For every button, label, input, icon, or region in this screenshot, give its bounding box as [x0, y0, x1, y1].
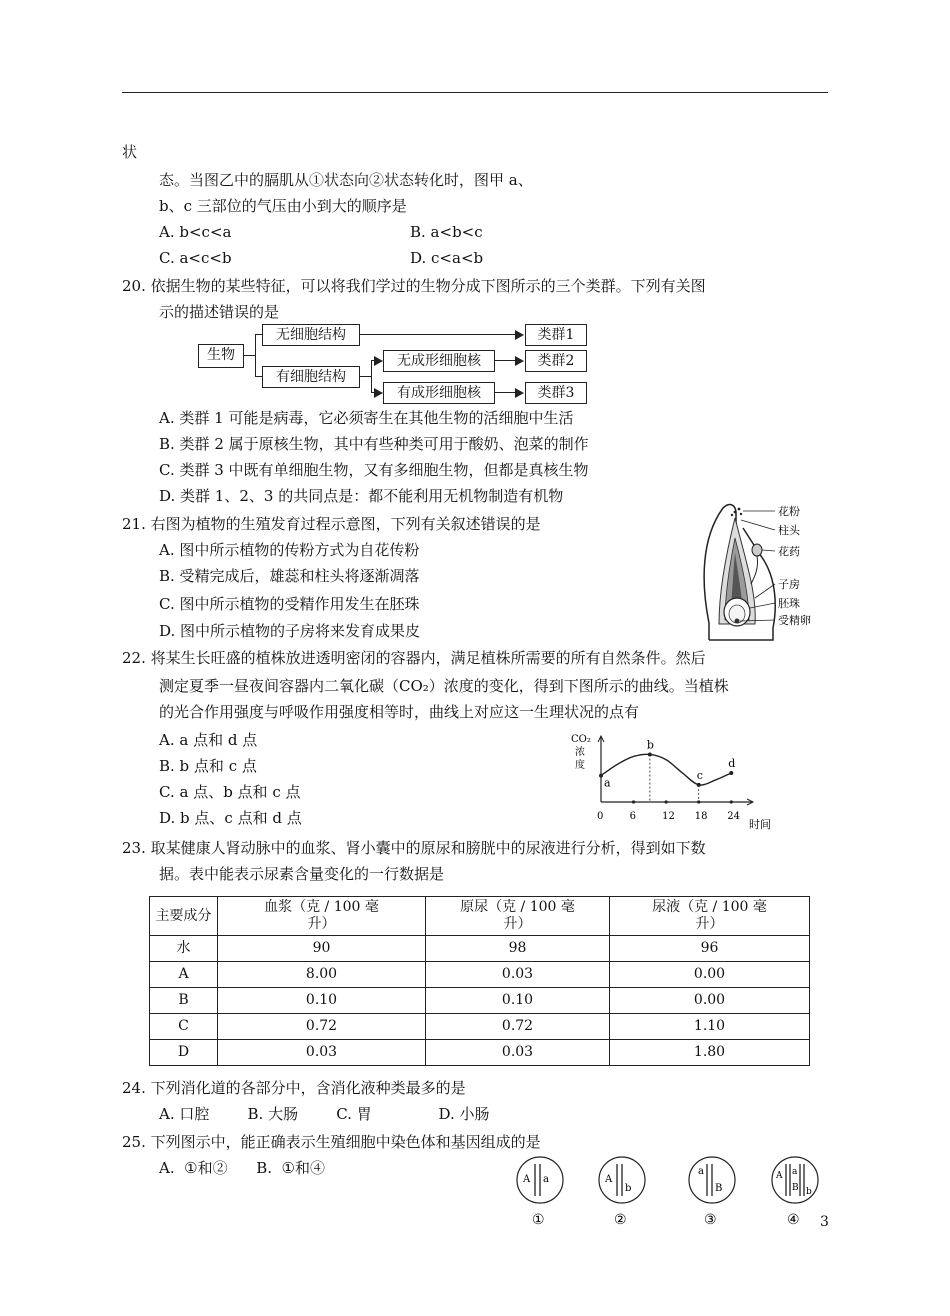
x-tick-mark: [665, 800, 668, 803]
q22-stem-line3: 的光合作用强度与呼吸作用强度相等时，曲线上对应这一生理状况的点有: [159, 703, 640, 721]
q20-option-b: B. 类群 2 属于原核生物，其中有些种类可用于酸奶、泡菜的制作: [159, 435, 589, 453]
table-cell: A: [150, 962, 218, 988]
table-cell: 0.03: [426, 1040, 610, 1066]
co2-chart: [565, 730, 780, 830]
q22-option-d: D. b 点、c 点和 d 点: [159, 809, 302, 827]
point-label-b: b: [646, 738, 654, 752]
cell-3-number: ③: [704, 1212, 717, 1228]
x-tick-label: 0: [597, 811, 604, 822]
q22-option-c: C. a 点、b 点和 c 点: [159, 783, 301, 801]
q20-stem-line2: 示的描述错误的是: [159, 303, 280, 321]
q23-stem-line1: 23. 取某健康人肾动脉中的血浆、肾小囊中的原尿和膀胱中的尿液进行分析，得到如下数: [122, 839, 706, 857]
q19-line3: b、c 三部位的气压由小到大的顺序是: [159, 197, 407, 215]
table-cell: 0.72: [426, 1014, 610, 1040]
point-label-c: c: [696, 768, 703, 782]
diagram-has-cell-box: 有细胞结构: [262, 366, 360, 388]
diagram-no-nucleus-box: 无成形细胞核: [383, 350, 495, 372]
point-label-a: a: [604, 776, 611, 790]
table-cell: D: [150, 1040, 218, 1066]
q19-option-b: B. a<b<c: [410, 223, 483, 241]
q21-option-d: D. 图中所示植物的子房将来发育成果皮: [159, 622, 421, 640]
q22-option-a: A. a 点和 d 点: [159, 731, 258, 749]
q19-option-a: A. b<c<a: [159, 223, 232, 241]
table-cell: 0.10: [218, 988, 426, 1014]
q20-option-d: D. 类群 1、2、3 的共同点是：都不能利用无机物制造有机物: [159, 487, 564, 505]
label-pollen: 花粉: [778, 505, 800, 518]
q22-option-b: B. b 点和 c 点: [159, 757, 257, 775]
table-cell: 0.10: [426, 988, 610, 1014]
q21-stem: 21. 右图为植物的生殖发育过程示意图，下列有关叙述错误的是: [122, 515, 541, 533]
q20-option-a: A. 类群 1 可能是病毒，它必须寄生在其他生物的活细胞中生活: [159, 409, 574, 427]
table-cell: 8.00: [218, 962, 426, 988]
q19-option-d: D. c<a<b: [410, 249, 484, 267]
y-axis-label-line1: CO₂: [571, 734, 591, 745]
urine-composition-table: [149, 896, 810, 1066]
cell-1-number: ①: [532, 1212, 545, 1228]
q25-stem: 25. 下列图示中，能正确表示生殖细胞中染色体和基因组成的是: [122, 1133, 541, 1151]
svg-text:A: A: [776, 1171, 783, 1181]
x-tick-mark: [730, 800, 733, 803]
label-ovary: 子房: [778, 578, 800, 591]
svg-text:B: B: [792, 1183, 799, 1193]
q22-stem-line2: 测定夏季一昼夜间容器内二氧化碳（CO₂）浓度的变化，得到下图所示的曲线。当植株: [159, 677, 729, 695]
table-header-cell: 主要成分: [150, 897, 218, 936]
diagram-group3-box: 类群3: [525, 382, 587, 404]
table-header-cell: 尿液（克 / 100 毫 升）: [610, 897, 810, 936]
diagram-group2-box: 类群2: [525, 350, 587, 372]
q19-line2: 态。当图乙中的膈肌从①状态向②状态转化时，图甲 a、: [159, 171, 533, 189]
q22-stem-line1: 22. 将某生长旺盛的植株放进透明密闭的容器内，满足植株所需要的所有自然条件。然后: [122, 649, 706, 667]
q21-option-c: C. 图中所示植物的受精作用发生在胚珠: [159, 595, 420, 613]
table-cell: 0.03: [426, 962, 610, 988]
table-cell: 1.80: [610, 1040, 810, 1066]
table-header-cell: 原尿（克 / 100 毫 升）: [426, 897, 610, 936]
x-tick-label: 24: [727, 811, 741, 822]
label-stigma: 柱头: [778, 524, 800, 537]
y-axis-label-line3: 度: [575, 760, 585, 771]
table-cell: 水: [150, 936, 218, 962]
q20-stem-line1: 20. 依据生物的某些特征，可以将我们学过的生物分成下图所示的三个类群。下列有关图: [122, 277, 706, 295]
cell-1: [517, 1157, 563, 1228]
table-row: [150, 988, 810, 1014]
cell-4: [772, 1157, 818, 1228]
q19-option-c: C. a<c<b: [159, 249, 232, 267]
table-header-cell: 血浆（克 / 100 毫 升）: [218, 897, 426, 936]
diagram-no-cell-box: 无细胞结构: [262, 324, 360, 346]
x-tick-mark: [632, 800, 635, 803]
table-cell: 96: [610, 936, 810, 962]
diagram-group1-box: 类群1: [525, 324, 587, 346]
chart-marks: [599, 738, 735, 802]
cell-2-number: ②: [614, 1212, 627, 1228]
table-cell: 1.10: [610, 1014, 810, 1040]
table-cell: C: [150, 1014, 218, 1040]
table-cell: 0.72: [218, 1014, 426, 1040]
q20-option-c: C. 类群 3 中既有单细胞生物，又有多细胞生物，但都是真核生物: [159, 461, 589, 479]
chart-axes: [597, 736, 753, 822]
label-zygote: 受精卵: [778, 614, 811, 627]
svg-text:a: a: [792, 1167, 798, 1177]
q24-stem: 24. 下列消化道的各部分中，含消化液种类最多的是: [122, 1079, 466, 1097]
anther-shape: [752, 544, 762, 556]
q21-option-b: B. 受精完成后，雄蕊和柱头将逐渐凋落: [159, 567, 420, 585]
svg-text:b: b: [625, 1183, 632, 1194]
table-header-row: [150, 897, 810, 936]
arrow-to-group3: [515, 388, 524, 398]
arrow-to-group2: [515, 356, 524, 366]
zygote-dot: [735, 619, 740, 624]
svg-text:B: B: [715, 1183, 723, 1194]
q24-options: A. 口腔 B. 大肠 C. 胃 D. 小肠: [159, 1105, 490, 1123]
diagram-root-box: 生物: [198, 344, 244, 368]
table-cell: 98: [426, 936, 610, 962]
table-cell: 0.00: [610, 962, 810, 988]
table-cell: 90: [218, 936, 426, 962]
point-d: [729, 771, 733, 775]
svg-text:A: A: [605, 1174, 613, 1185]
q23-stem-line2: 据。表中能表示尿素含量变化的一行数据是: [159, 865, 445, 883]
header-rule: [122, 92, 828, 93]
table-cell: B: [150, 988, 218, 1014]
cell-3: [689, 1157, 735, 1228]
cell-diagrams: [505, 1152, 825, 1232]
x-axis-label: 时间: [749, 818, 771, 830]
y-axis-label-line2: 浓: [575, 747, 585, 758]
table-row: [150, 936, 810, 962]
point-label-d: d: [728, 756, 736, 770]
arrow-to-group1: [515, 330, 524, 340]
svg-text:b: b: [806, 1187, 812, 1197]
table-row: [150, 1040, 810, 1066]
cell-2: [599, 1157, 645, 1228]
x-tick-label: 6: [629, 811, 636, 822]
table-cell: 0.00: [610, 988, 810, 1014]
svg-text:a: a: [698, 1166, 704, 1177]
flower-diagram: [695, 498, 835, 644]
q19-line1: 状: [122, 143, 138, 161]
svg-text:A: A: [523, 1174, 531, 1185]
table-row: [150, 962, 810, 988]
q25-options: A. ①和② B. ①和④: [159, 1159, 325, 1177]
page-number: 3: [820, 1214, 829, 1230]
cell-4-number: ④: [787, 1212, 800, 1228]
table-row: [150, 1014, 810, 1040]
table-cell: 0.03: [218, 1040, 426, 1066]
point-a: [599, 774, 603, 778]
diagram-has-nucleus-box: 有成形细胞核: [383, 382, 495, 404]
x-tick-label: 18: [694, 811, 708, 822]
label-anther: 花药: [778, 545, 800, 558]
q21-option-a: A. 图中所示植物的传粉方式为自花传粉: [159, 541, 420, 559]
x-tick-label: 12: [662, 811, 675, 822]
svg-text:a: a: [543, 1174, 549, 1185]
co2-curve: [601, 754, 731, 785]
label-ovule: 胚珠: [778, 597, 800, 610]
